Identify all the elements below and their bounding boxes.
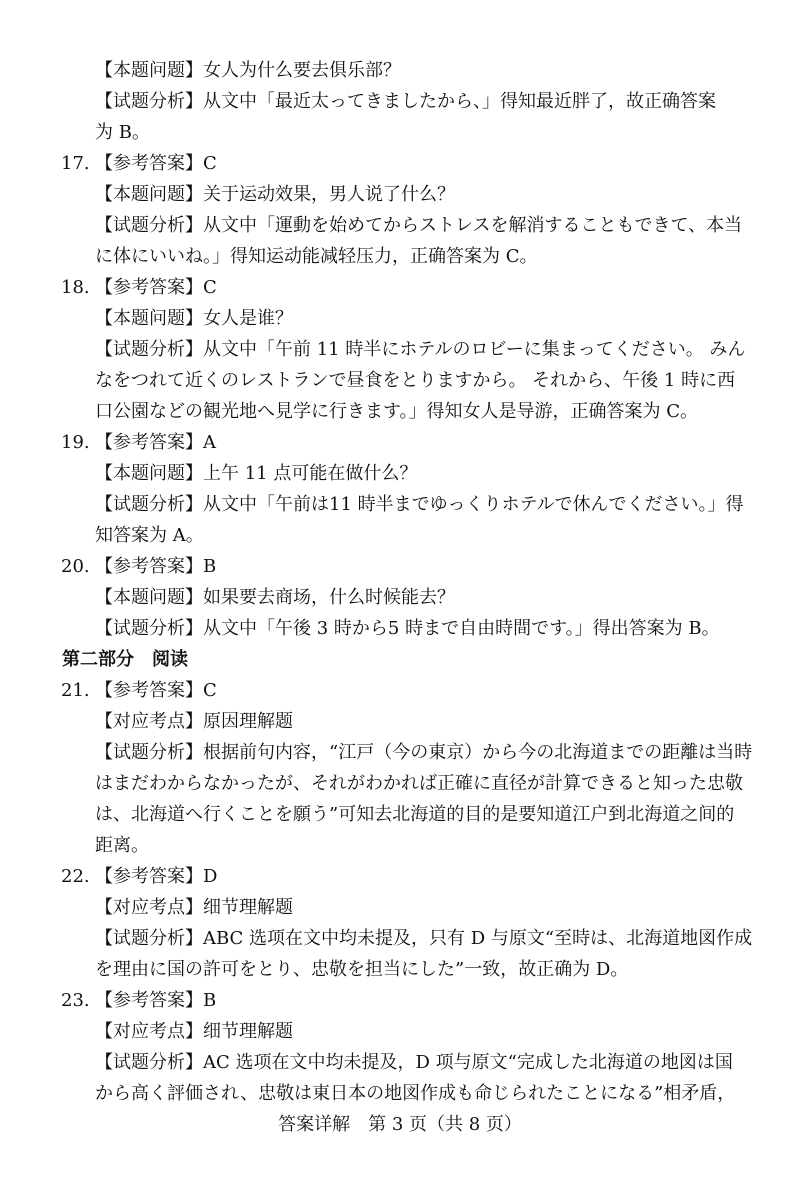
question-answer-line xyxy=(0,427,800,458)
text-line: は、北海道へ行くことを願う”可知去北海道的目的是要知道江户到北海道之间的 xyxy=(95,804,735,825)
text-line: 【试题分析】AC 选项在文中均未提及，D 项与原文“完成した北海道の地図は国 xyxy=(95,1052,733,1073)
question-number: 18. xyxy=(61,277,90,298)
text-line: 口公園などの観光地へ見学に行きます。」得知女人是导游，正确答案为 C。 xyxy=(95,401,699,422)
text-line: 【本题问题】关于运动效果，男人说了什么？ xyxy=(95,184,455,205)
question-answer-line xyxy=(0,985,800,1016)
text-line: 知答案为 A。 xyxy=(95,525,204,546)
text-line: 【试题分析】从文中「午前は11 時半までゆっくりホテルで休んでください。」得 xyxy=(95,494,744,515)
text-line: 【对应考点】原因理解题 xyxy=(95,711,293,732)
text-line: 【本题问题】女人为什么要去俱乐部？ xyxy=(95,60,401,81)
answer-text: 【参考答案】A xyxy=(95,432,216,453)
text-line: に体にいいね。」得知运动能减轻压力，正确答案为 C。 xyxy=(95,246,538,267)
question-answer-line xyxy=(0,551,800,582)
section-heading: 第二部分 阅读 xyxy=(62,649,188,670)
text-line: 【本题问题】女人是谁？ xyxy=(95,308,293,329)
text-line: 【试题分析】从文中「最近太ってきましたから、」得知最近胖了，故正确答案 xyxy=(95,91,716,112)
text-line: を理由に国の許可をとり、忠敬を担当にした”一致，故正确为 D。 xyxy=(95,959,629,980)
question-answer-line xyxy=(0,148,800,179)
answer-text: 【参考答案】C xyxy=(95,680,217,701)
answer-text: 【参考答案】D xyxy=(95,866,218,887)
text-line: 【试题分析】从文中「運動を始めてからストレスを解消することもできて、本当 xyxy=(95,215,743,236)
question-number: 21. xyxy=(61,680,90,701)
question-answer-line xyxy=(0,861,800,892)
answer-text: 【参考答案】B xyxy=(95,990,217,1011)
question-answer-line xyxy=(0,272,800,303)
question-number: 23. xyxy=(61,990,90,1011)
text-line: 【试题分析】从文中「午前 11 時半にホテルのロビーに集まってください。 みん xyxy=(95,339,746,360)
text-line: なをつれて近くのレストランで昼食をとりますから。 それから、午後 1 時に西 xyxy=(95,370,736,391)
question-number: 19. xyxy=(61,432,90,453)
answer-text: 【参考答案】B xyxy=(95,556,217,577)
text-line: 【对应考点】细节理解题 xyxy=(95,1021,293,1042)
answer-text: 【参考答案】C xyxy=(95,277,217,298)
page-footer: 答案详解 第 3 页（共 8 页） xyxy=(278,1114,522,1135)
question-number: 22. xyxy=(61,866,90,887)
text-line: 【本题问题】上午 11 点可能在做什么？ xyxy=(95,463,418,484)
question-answer-line xyxy=(0,675,800,706)
question-number: 17. xyxy=(61,153,90,174)
question-number: 20. xyxy=(61,556,90,577)
answer-explanation-body xyxy=(0,55,800,1109)
text-line: 【本题问题】如果要去商场，什么时候能去？ xyxy=(95,587,455,608)
text-line: から高く評価され、忠敬は東日本の地図作成も命じられたことになる”相矛盾， xyxy=(95,1083,736,1104)
answer-text: 【参考答案】C xyxy=(95,153,217,174)
text-line: 【试题分析】根据前句内容，“江戸（今の東京）から今の北海道までの距離は当時 xyxy=(95,742,753,763)
text-line: 距离。 xyxy=(95,835,149,856)
text-line: 【试题分析】从文中「午後 3 時から5 時まで自由時間です。」得出答案为 B。 xyxy=(95,618,720,639)
text-line: 【对应考点】细节理解题 xyxy=(95,897,293,918)
text-line: 【试题分析】ABC 选项在文中均未提及，只有 D 与原文“至時は、北海道地図作成 xyxy=(95,928,753,949)
text-line: はまだわからなかったが、それがわかれば正確に直径が計算できると知った忠敬 xyxy=(95,773,743,794)
text-line: 为 B。 xyxy=(95,122,150,143)
